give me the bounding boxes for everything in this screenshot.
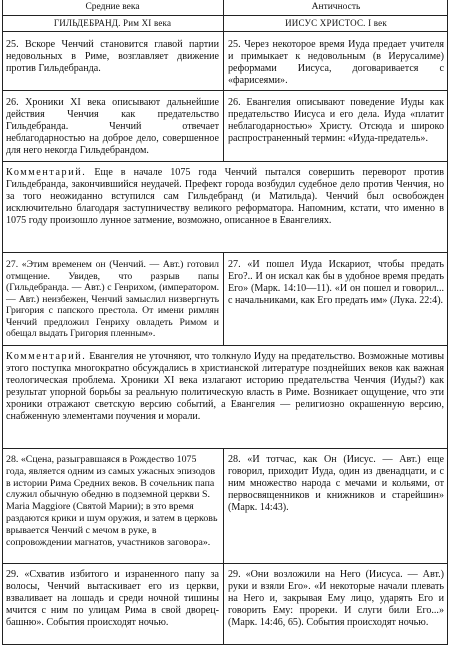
right-column-subtitle: ИИСУС ХРИСТОС. I век bbox=[285, 18, 387, 28]
border-left bbox=[2, 0, 3, 645]
right-entry-25: 25. Через некоторое время Иуда предает учителя и примыкает к недовольным (в Иерусалиме) реформами Иисуса, договаривается с «фарисеями». bbox=[228, 39, 444, 87]
column-divider bbox=[223, 448, 224, 644]
rule bbox=[2, 161, 448, 162]
left-entry-29: 29. «Схватив избитого и израненного папу за волосы, Ченчий вытаскивает его из церкви, взваливает на лошадь и среди ночной тишины мчится с ним по улицам Рима в свой дворец-башню». События происходят ночью. bbox=[6, 569, 219, 629]
left-entry-27: 27. «Этим временем он (Ченчий. — Авт.) готовил отмщение. Увидев, что разрыв папы (Гильдебранда. — Авт.) с Генрихом, (императором. — Авт.) неизбежен, Ченчий замыслил низвергнуть Григория с папского престола. От имени римлян Ченчий предложил Генриху овладеть Римом и обещал выдать Григория пленным». bbox=[6, 259, 219, 340]
right-entry-27: 27. «И пошел Иуда Искариот, чтобы предать Его?.. И он искал как бы в удобное время предать Его» (Марк. 14:10—11). «И он пошел и говорил... с начальниками, как Его предать им» (Лука. 22:4). bbox=[228, 259, 444, 307]
column-divider bbox=[223, 0, 224, 161]
commentary-text: Евангелия не уточняют, что толкнуло Иуду на предательство. Возможные мотивы этого поступка многократно обсуждались в христианской литературе позднейших веков как важная теологическая проблема. Хроники XI века излагают историю предательства Ченчия (Иуды?) как результат упорной борьбы за реальную политическую власть в Риме. Возникает ощущение, что эти хроники отражают светскую версию событий, а Евангелия — религиозно окрашенную версию, снабженную элементами поучения и морали. bbox=[6, 351, 444, 423]
left-entry-26: 26. Хроники XI века описывают дальнейшие действия Ченчия как предательство Гильдебранда. Ченчий отвечает неблагодарностью на доброе дело, совершенное для него некогда Гильдебрандом. bbox=[6, 97, 219, 157]
commentary-block bbox=[6, 167, 444, 227]
left-entry-28: 28. «Сцена, разыгравшаяся в Рождество 1075 года, является одним из самых ужасных эпизодов в истории Рима Средних веков. В сочельник папа служил обычную обедню в подземной церкви S. Maria Maggiore (Святой Марии); в это время раздаются крики и шум оружия, и затем в церковь врывается Ченчий с мечом в руке, в сопровождении магнатов, участников заговора». bbox=[6, 454, 218, 548]
commentary-label: Комментарий. bbox=[6, 351, 87, 362]
left-entry-25: 25. Вскоре Ченчий становится главой партии недовольных в Риме, возглавляет движение против Гильдебранда. bbox=[6, 39, 219, 75]
right-entry-26: 26. Евангелия описывают поведение Иуды как предательство Иисуса и его дела. Иуда «платит неблагодарностью» Христу. Отсюда и широко распространенный термин: «Иуда-предатель». bbox=[228, 97, 444, 145]
rule bbox=[2, 563, 448, 564]
commentary-label: Комментарий. bbox=[6, 167, 87, 178]
commentary-text: Еще в начале 1075 года Ченчий пытался совершить переворот против Гильдебранда, закончившийся неудачей. Префект города возбудил судебное дело против Ченчия, но за того неожиданно вступился сам Гильдебранд (и Матильда). Ченчий был освобожден исключительно благодаря заступничеству великого реформатора. Напомним, кстати, что именно в 1075 году произошло лунное затмение, возможно, описанное в Евангелиях. bbox=[6, 167, 444, 227]
rule bbox=[2, 448, 448, 449]
right-entry-29: 29. «Они возложили на Него (Иисуса. — Авт.) руки и взяли Его». «И некоторые начали плевать на Него и, закрывая Ему лицо, ударять Его и говорить Ему: прореки. И слуги били Его...» (Марк. 14:46, 65). События происходят ночью. bbox=[228, 569, 444, 629]
commentary-block bbox=[6, 351, 444, 423]
left-column-subtitle: ГИЛЬДЕБРАНД. Рим XI века bbox=[53, 18, 172, 28]
right-entry-28: 28. «И тотчас, как Он (Иисус. — Авт.) еще говорил, приходит Иуда, один из двенадцати, и с ним множество народа с мечами и кольями, от первосвященников и книжников и старейшин» (Марк. 14:43). bbox=[228, 454, 444, 514]
rule bbox=[2, 15, 448, 16]
right-column-title: Античность bbox=[311, 2, 361, 12]
rule bbox=[2, 345, 448, 346]
rule bbox=[2, 252, 448, 253]
rule bbox=[2, 31, 448, 32]
border-right bbox=[447, 0, 448, 645]
rule bbox=[2, 90, 448, 91]
column-divider bbox=[223, 252, 224, 345]
rule bbox=[2, 644, 448, 645]
left-column-title: Средние века bbox=[85, 2, 140, 12]
